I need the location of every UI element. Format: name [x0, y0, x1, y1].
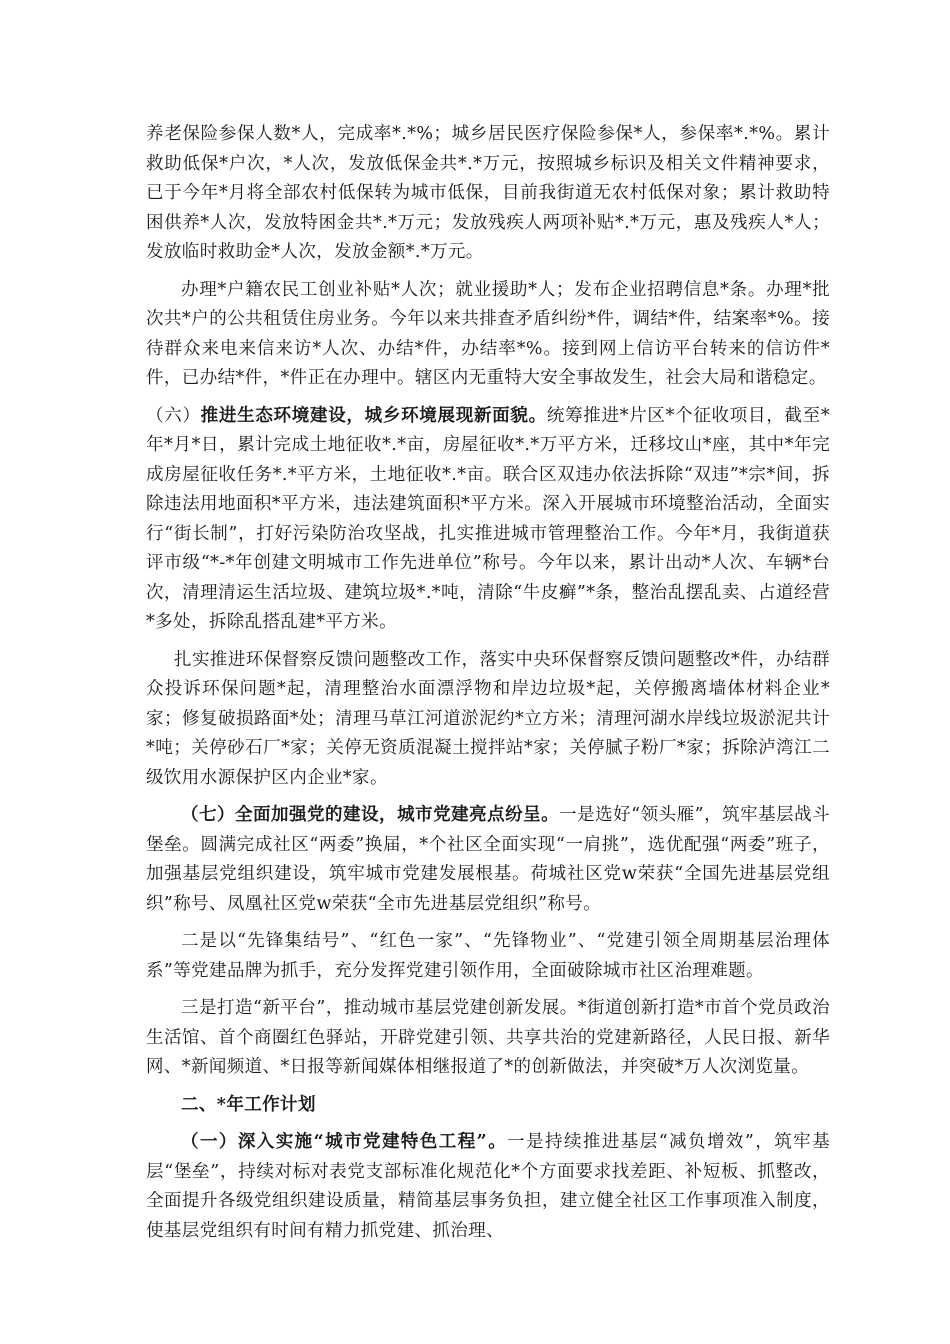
section-heading: 推进生态环境建设，城乡环境展现新面貌。 [200, 405, 547, 426]
paragraph-party-brand [146, 927, 830, 986]
paragraph-new-platform [146, 994, 830, 1083]
section-heading: （七）全面加强党的建设，城市党建亮点纷呈。 [181, 805, 560, 825]
section-title-work-plan [146, 1091, 830, 1121]
paragraph-text: 一是持续推进基层“减负增效”，筑牢基层“堡垒”，持续对标对表党支部标准化规范化*个方面要求找差距、补短板、抓整改，全面提升各级党组织建设质量，精简基层事务负担，建立健全社区工作事项准入制度，使基层党组织有时间有精力抓党建、抓治理、 [146, 1132, 830, 1241]
paragraph-employment [146, 276, 830, 394]
section-number: （六） [146, 405, 201, 426]
paragraph-text: 统筹推进*片区*个征收项目，截至*年*月*日，累计完成土地征收*.*亩，房屋征收*.*万平方米，迁移坟山*座，其中*年完成房屋征收任务*.*平方米，土地征收*.*亩。联合区双违办依法拆除“双违”*宗*间，拆除违法用地面积*平方米，违法建筑面积*平方米。深入开展城市环境整治活动，全面实行“街长制”，打好污染防治攻坚战，扎实推进城市管理整治工作。今年*月，我街道获评市级“*-*年创建文明城市工作先进单位”称号。今年以来，累计出动*人次、车辆*台次，清理清运生活垃圾、建筑垃圾*.*吨，清除“牛皮癣”*条，整治乱摆乱卖、占道经营*多处，拆除乱搭乱建*平方米。 [146, 405, 830, 632]
document-body [146, 120, 830, 1254]
paragraph-text: 三是打造“新平台”，推动城市基层党建创新发展。*街道创新打造*市首个党员政治生活馆、首个商圈红色驿站，开辟党建引领、共享共治的党建新路径，人民日报、新华网、*新闻频道、*日报等新闻媒体相继报道了*的创新做法，并突破*万人次浏览量。 [146, 998, 830, 1077]
paragraph-social-security [146, 120, 830, 268]
paragraph-environment [146, 646, 830, 794]
paragraph-text: 扎实推进环保督察反馈问题整改工作，落实中央环保督察反馈问题整改*件，办结群众投诉环保问题*起，清理整治水面漂浮物和岸边垃圾*起，关停搬离墙体材料企业*家；修复破损路面*处；清理马草江河道淤泥约*立方米；清理河湖水岸线垃圾淤泥共计*吨；关停砂石厂*家；关停无资质混凝土搅拌站*家；关停腻子粉厂*家；拆除泸湾江二级饮用水源保护区内企业*家。 [146, 649, 830, 788]
paragraph-text: 一是选好“领头雁”，筑牢基层战斗堡垒。圆满完成社区“两委”换届，*个社区全面实现“一肩挑”，选优配强“两委”班子，加强基层党组织建设，筑牢城市党建发展根基。荷城社区党w荣获“全国先进基层党组织”称号、凤凰社区党w荣获“全市先进基层党组织”称号。 [146, 805, 830, 914]
paragraph-text: 养老保险参保人数*人，完成率*.*%；城乡居民医疗保险参保*人，参保率*.*%。累计救助低保*户次，*人次，发放低保金共*.*万元，按照城乡标识及相关文件精神要求，已于今年*月将全部农村低保转为城市低保，目前我街道无农村低保对象；累计救助特困供养*人次，发放特困金共*.*万元；发放残疾人两项补贴*.*万元，惠及残疾人*人；发放临时救助金*人次，发放金额*.*万元。 [146, 124, 830, 262]
paragraph-section-seven [146, 801, 830, 919]
paragraph-section-six [146, 402, 830, 638]
section-heading: （一）深入实施“城市党建特色工程”。 [181, 1132, 508, 1152]
paragraph-text: 二是以“先锋集结号”、“红色一家”、“先锋物业”、“党建引领全周期基层治理体系”等党建品牌为抓手，充分发挥党建引领作用，全面破除城市社区治理难题。 [146, 931, 830, 981]
section-heading: 二、*年工作计划 [181, 1094, 316, 1115]
paragraph-plan-one [146, 1128, 830, 1246]
paragraph-text: 办理*户籍农民工创业补贴*人次；就业援助*人；发布企业招聘信息*条。办理*批次共*户的公共租赁住房业务。今年以来共排查矛盾纠纷*件，调结*件，结案率*%。接待群众来电来信来访*人次、办结*件，办结率*%。接到网上信访平台转来的信访件*件，已办结*件，*件正在办理中。辖区内无重特大安全事故发生，社会大局和谐稳定。 [146, 279, 830, 388]
